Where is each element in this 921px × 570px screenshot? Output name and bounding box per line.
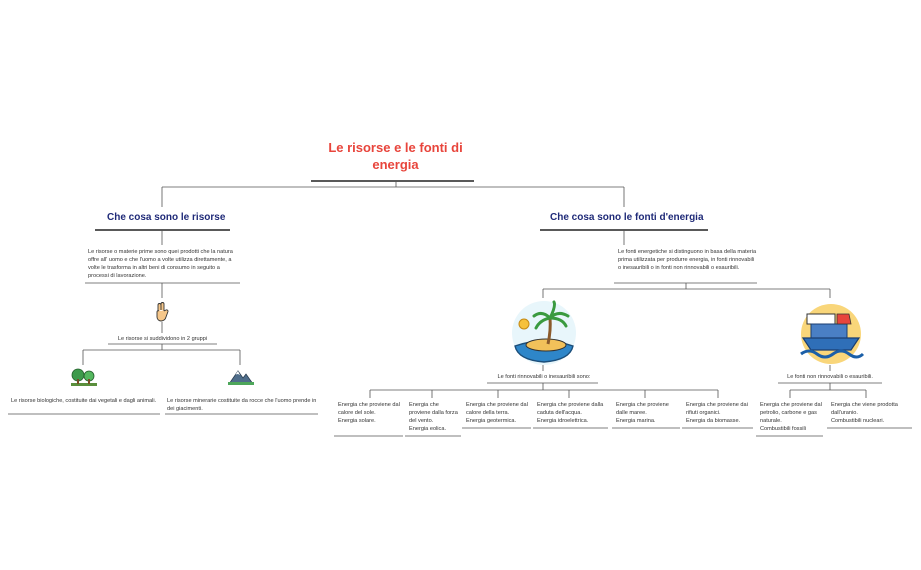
leaf-energia-eolica: Energia che proviene dalla forza del vento. Energia eolica. xyxy=(409,402,458,432)
trees-icon xyxy=(71,366,97,391)
leaf-energia-marina: Energia che proviene dalle maree. Energia marina. xyxy=(616,402,669,424)
risorse-biologiche: Le risorse biologiche, costituite dai vegetali e dagli animali. xyxy=(11,398,157,404)
risorse-description: Le risorse o materie prime sono quei prodotti che la natura offre all' uomo e che l'uomo a volte utilizza direttamente, a volte le trasforma in altri beni di consumo in seguito a processi di lavorazione. xyxy=(88,249,233,279)
island-icon xyxy=(510,300,578,371)
leaf-combustibili-nucleari: Energia che viene prodotta dall'uranio. Combustibili nucleari. xyxy=(831,402,898,424)
leaf-combustibili-fossili: Energia che proviene dal petrolio, carbone e gas naturale. Combustibili fossili xyxy=(760,402,822,432)
fonti-description: Le fonti energetiche si distinguono in basa della materia prima utilizzata per produrre energia, in fonti rinnovabili o inesauribili o in fonti non rinnovabili o esauribili. xyxy=(618,249,757,271)
hand-icon xyxy=(154,302,171,327)
mountain-icon xyxy=(228,367,254,390)
leaf-energia-idroelettrica: Energia che proviene dalla caduta dell'acqua. Energia idroelettrica. xyxy=(537,402,604,424)
groups-label: Le risorse si suddividono in 2 gruppi xyxy=(117,336,208,342)
risorse-minerarie: Le risorse minerarie costituite da rocce che l'uomo prende in dei giacimenti. xyxy=(167,398,317,412)
oil-ship-icon xyxy=(797,302,865,371)
leaf-energia-geotermica: Energia che proviene dal calore della terra. Energia geotermica. xyxy=(466,402,528,424)
renewable-label: Le fonti rinnovabili o inesauribili sono: xyxy=(497,374,591,380)
non-renewable-label: Le fonti non rinnovabili o esauribili. xyxy=(787,374,873,380)
diagram-title: Le risorse e le fonti di energia xyxy=(328,140,463,172)
heading-risorse: Che cosa sono le risorse xyxy=(107,212,226,223)
leaf-energia-biomasse: Energia che proviene dai rifiuti organici. Energia da biomasse. xyxy=(686,402,748,424)
heading-fonti-energia: Che cosa sono le fonti d'energia xyxy=(550,212,704,223)
leaf-energia-solare: Energia che proviene dal calore del sole. Energia solare. xyxy=(338,402,400,424)
